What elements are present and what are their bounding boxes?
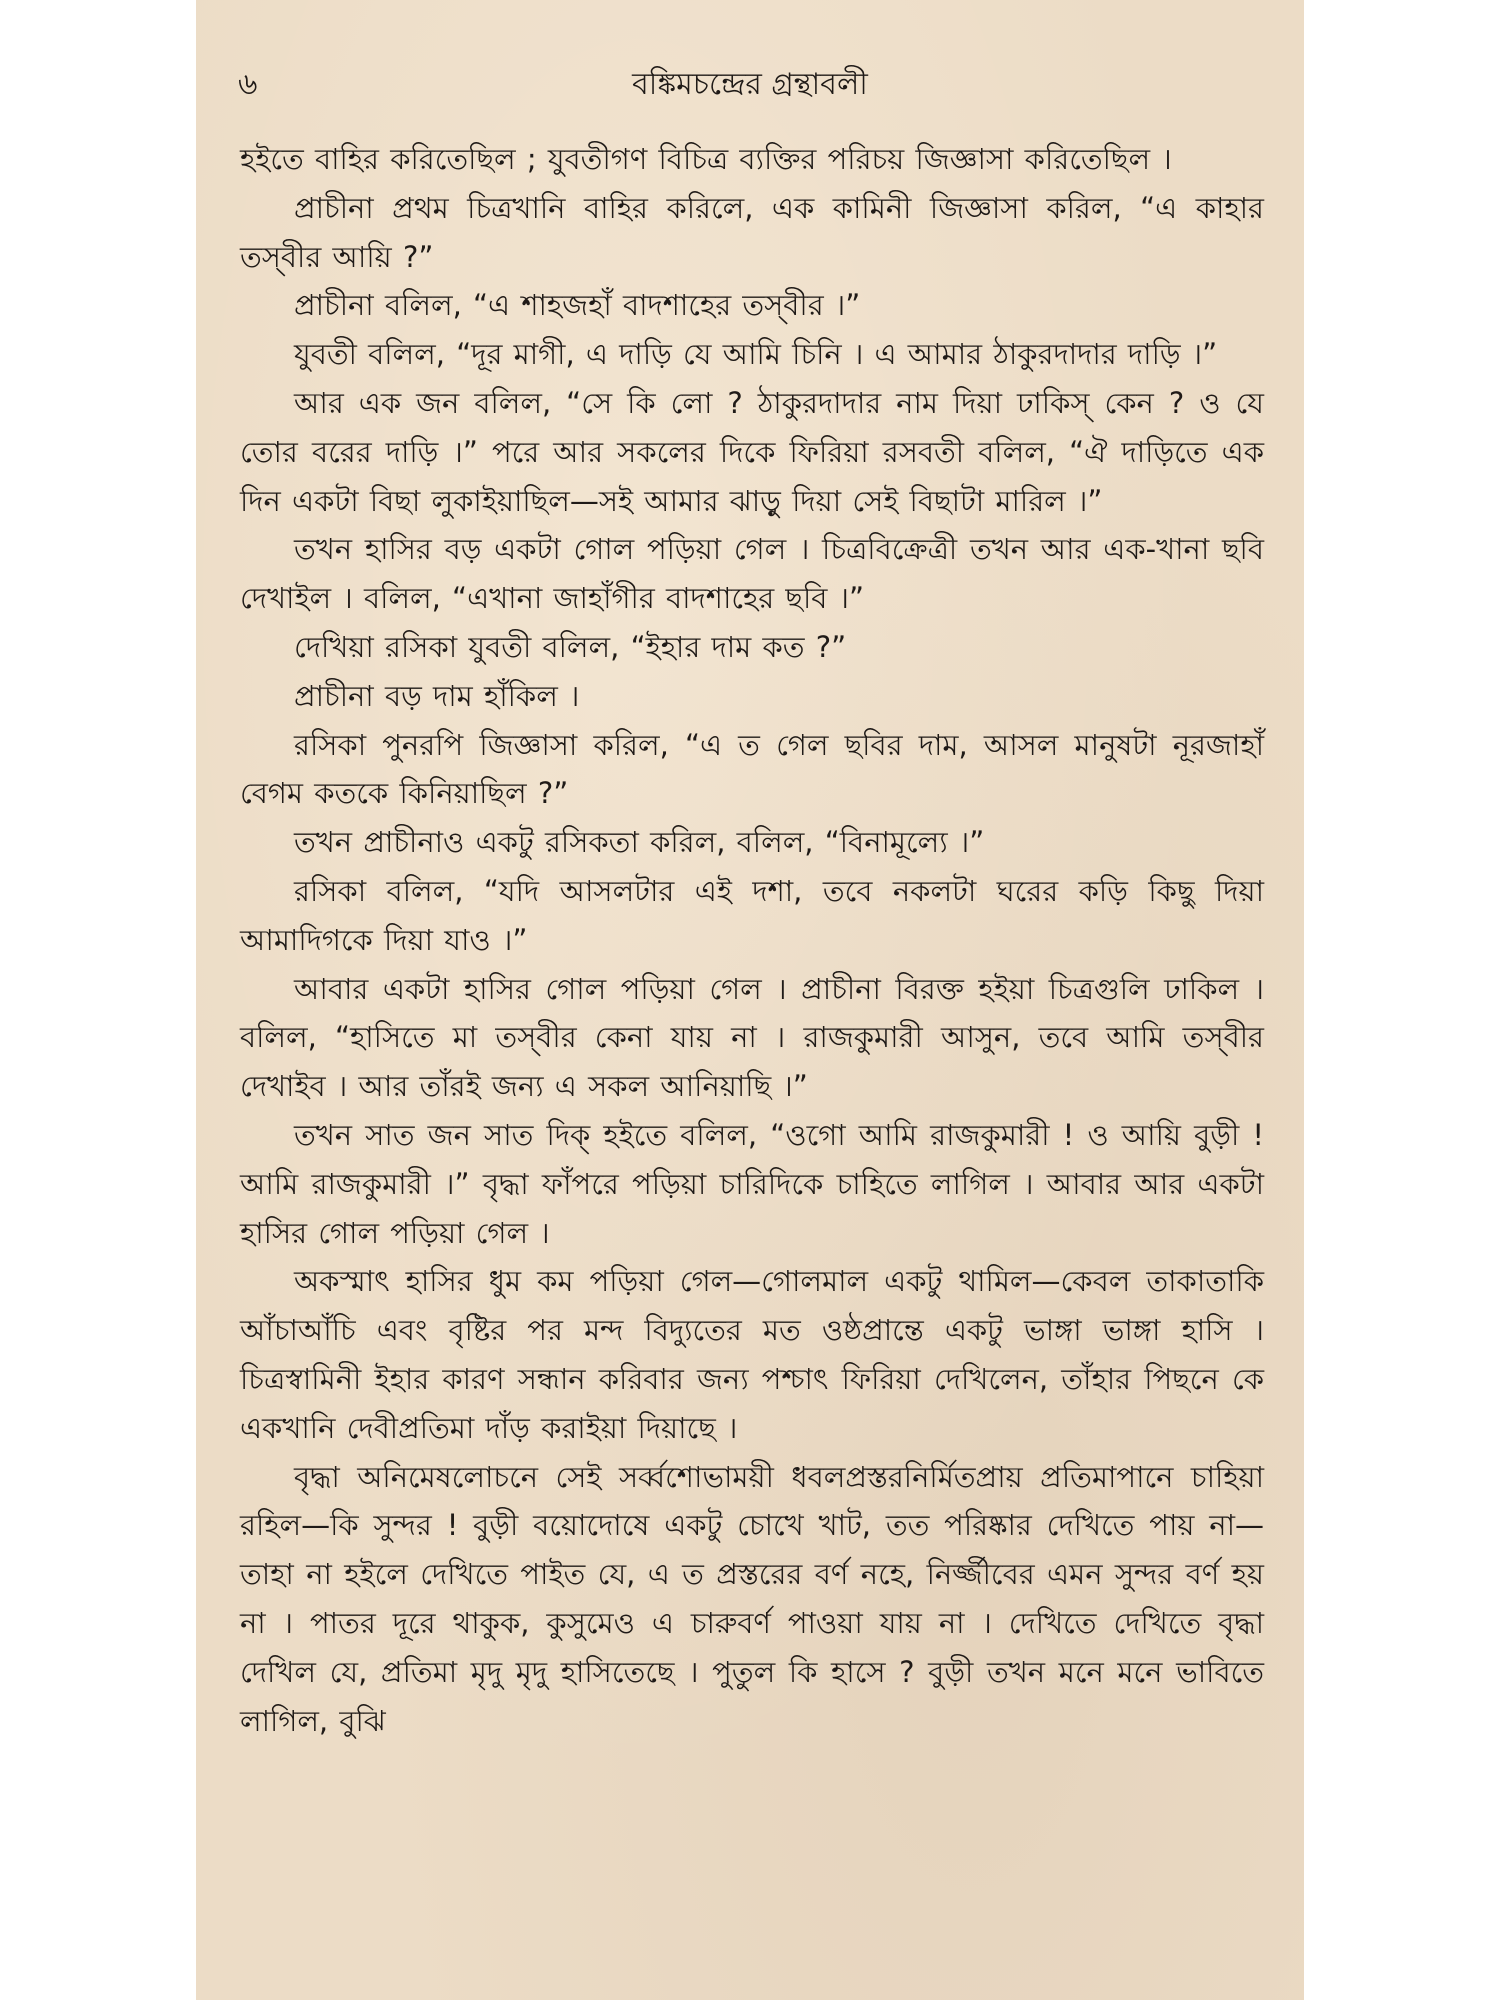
paragraph: রসিকা বলিল, “যদি আসলটার এই দশা, তবে নকলটা ঘরের কড়ি কিছু দিয়া আমাদিগকে দিয়া যাও ।” bbox=[240, 873, 1264, 957]
book-page bbox=[196, 0, 1304, 2000]
paragraph: প্রাচীনা বড় দাম হাঁকিল । bbox=[294, 678, 580, 713]
page-number: ৬ bbox=[238, 67, 258, 102]
paragraph: প্রাচীনা বলিল, “এ শাহজহাঁ বাদশাহের তস্‌বীর ।” bbox=[294, 288, 861, 323]
paragraph: তখন প্রাচীনাও একটু রসিকতা করিল, বলিল, “বিনামূল্যে ।” bbox=[294, 825, 985, 860]
paragraph: আবার একটা হাসির গোল পড়িয়া গেল । প্রাচীনা বিরক্ত হইয়া চিত্রগুলি ঢাকিল । বলিল, “হাসিতে মা তস্‌বীর কেনা যায় না । রাজকুমারী আসুন, তবে আমি তস্‌বীর দেখাইব । আর তাঁরই জন্য এ সকল আনিয়াছি ।” bbox=[240, 971, 1264, 1104]
paragraph: তখন হাসির বড় একটা গোল পড়িয়া গেল । চিত্রবিক্রেত্রী তখন আর এক-খানা ছবি দেখাইল । বলিল, “এখানা জাহাঁগীর বাদশাহের ছবি ।” bbox=[240, 532, 1264, 616]
paragraph: হইতে বাহির করিতেছিল ; যুবতীগণ বিচিত্র ব্যক্তির পরিচয় জিজ্ঞাসা করিতেছিল । bbox=[240, 142, 1172, 176]
paragraph: রসিকা পুনরপি জিজ্ঞাসা করিল, “এ ত গেল ছবির দাম, আসল মানুষটা নূরজাহাঁ বেগম কতকে কিনিয়াছিল ?” bbox=[240, 727, 1264, 811]
page-header bbox=[238, 60, 1262, 110]
paragraph: আর এক জন বলিল, “সে কি লো ? ঠাকুরদাদার নাম দিয়া ঢাকিস্ কেন ? ও যে তোর বরের দাড়ি ।” পরে আর সকলের দিকে ফিরিয়া রসবতী বলিল, “ঐ দাড়িতে এক দিন একটা বিছা লুকাইয়াছিল—সই আমার ঝাড়ু দিয়া সেই বিছাটা মারিল ।” bbox=[240, 385, 1264, 518]
paragraph: অকস্মাৎ হাসির ধুম কম পড়িয়া গেল—গোলমাল একটু থামিল—কেবল তাকাতাকি আঁচাআঁচি এবং বৃষ্টির পর মন্দ বিদ্যুতের মত ওষ্ঠপ্রান্তে একটু ভাঙ্গা ভাঙ্গা হাসি । চিত্রস্বামিনী ইহার কারণ সন্ধান করিবার জন্য পশ্চাৎ ফিরিয়া দেখিলেন, তাঁহার পিছনে কে একখানি দেবীপ্রতিমা দাঁড় করাইয়া দিয়াছে । bbox=[240, 1264, 1264, 1445]
running-head: বঙ্কিমচন্দ্রের গ্রন্থাবলী bbox=[632, 67, 868, 102]
paragraph: বৃদ্ধা অনিমেষলোচনে সেই সর্ব্বশোভাময়ী ধবলপ্রস্তরনির্মিতপ্রায় প্রতিমাপানে চাহিয়া রহিল—কি সুন্দর ! বুড়ী বয়োদোষে একটু চোখে খাট, তত পরিষ্কার দেখিতে পায় না—তাহা না হইলে দেখিতে পাইত যে, এ ত প্রস্তরের বর্ণ নহে, নিৰ্জ্জীবের এমন সুন্দর বর্ণ হয় না । পাতর দূরে থাকুক, কুসুমেও এ চারুবর্ণ পাওয়া যায় না । দেখিতে দেখিতে বৃদ্ধা দেখিল যে, প্রতিমা মৃদু মৃদু হাসিতেছে । পুতুল কি হাসে ? বুড়ী তখন মনে মনে ভাবিতে লাগিল, বুঝি bbox=[240, 1459, 1264, 1738]
paragraph: দেখিয়া রসিকা যুবতী বলিল, “ইহার দাম কত ?” bbox=[294, 629, 847, 664]
paragraph: যুবতী বলিল, “দূর মাগী, এ দাড়ি যে আমি চিনি । এ আমার ঠাকুরদাদার দাড়ি ।” bbox=[294, 337, 1218, 372]
paragraph: প্রাচীনা প্রথম চিত্রখানি বাহির করিলে, এক কামিনী জিজ্ঞাসা করিল, “এ কাহার তস্‌বীর আয়ি ?” bbox=[240, 190, 1264, 274]
paragraph: তখন সাত জন সাত দিক্ হইতে বলিল, “ওগো আমি রাজকুমারী ! ও আয়ি বুড়ী ! আমি রাজকুমারী ।” বৃদ্ধা ফাঁপরে পড়িয়া চারিদিকে চাহিতে লাগিল । আবার আর একটা হাসির গোল পড়িয়া গেল । bbox=[240, 1117, 1264, 1250]
body-text bbox=[240, 135, 1264, 1745]
